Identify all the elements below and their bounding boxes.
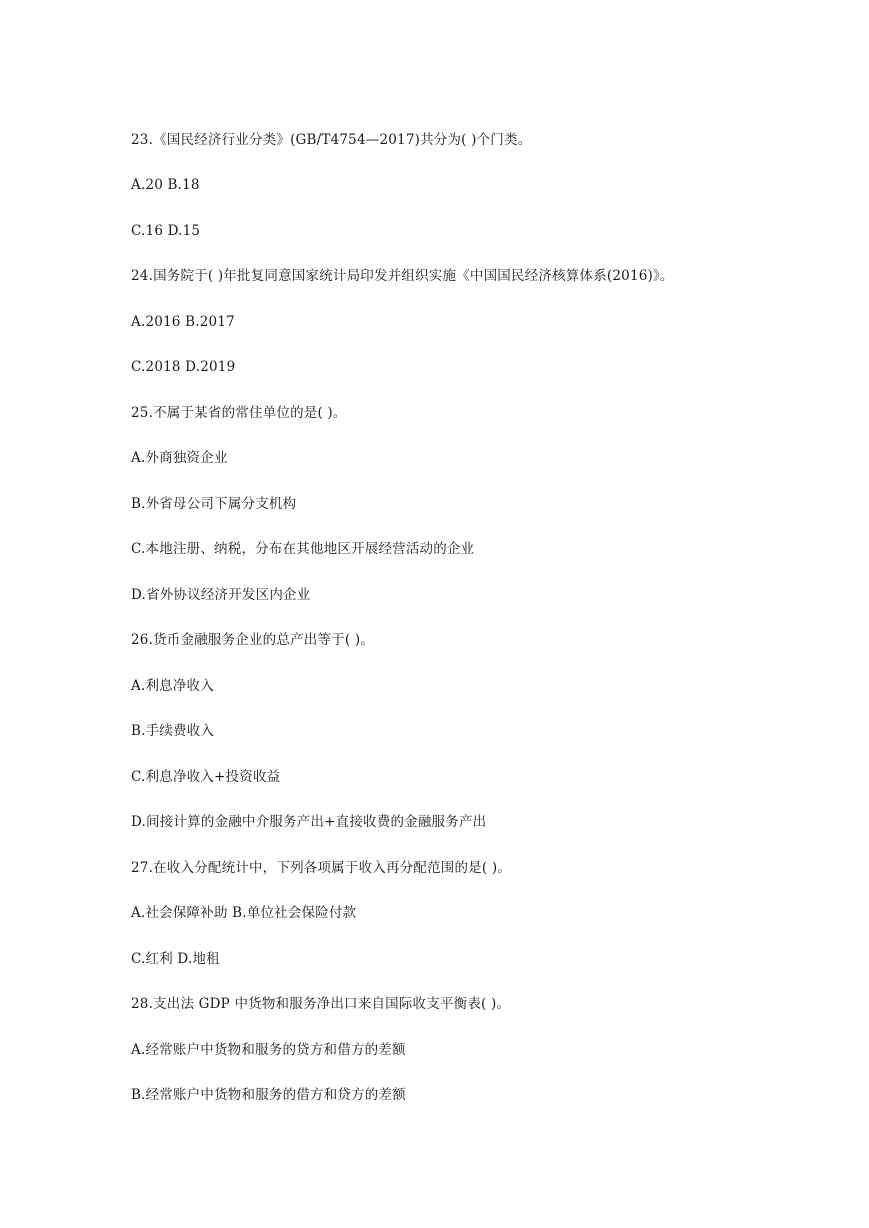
question-26-option-b: B.手续费收入 [131, 723, 215, 739]
question-24: 24.国务院于( )年批复同意国家统计局印发并组织实施《中国国民经济核算体系(2016)》。 [131, 268, 674, 284]
question-27-options-ab: A.社会保障补助 B.单位社会保险付款 [131, 905, 357, 921]
question-26-option-a: A.利息净收入 [131, 678, 214, 694]
question-25-option-b: B.外省母公司下属分支机构 [131, 496, 297, 512]
question-25-option-a: A.外商独资企业 [131, 450, 228, 466]
question-28-option-b: B.经常账户中货物和服务的借方和贷方的差额 [131, 1087, 406, 1103]
question-27: 27.在收入分配统计中，下列各项属于收入再分配范围的是( )。 [131, 860, 511, 876]
question-25-option-d: D.省外协议经济开发区内企业 [131, 587, 311, 603]
question-25: 25.不属于某省的常住单位的是( )。 [131, 405, 347, 421]
question-26-option-d: D.间接计算的金融中介服务产出+直接收费的金融服务产出 [131, 814, 487, 830]
question-23: 23.《国民经济行业分类》(GB/T4754—2017)共分为( )个门类。 [131, 132, 532, 148]
question-27-options-cd: C.红利 D.地租 [131, 951, 220, 967]
question-24-options-cd: C.2018 D.2019 [131, 359, 236, 375]
question-28-option-a: A.经常账户中货物和服务的贷方和借方的差额 [131, 1042, 406, 1058]
question-24-options-ab: A.2016 B.2017 [131, 314, 235, 330]
question-23-options-ab: A.20 B.18 [131, 177, 200, 193]
question-25-option-c: C.本地注册、纳税，分布在其他地区开展经营活动的企业 [131, 541, 475, 557]
question-23-options-cd: C.16 D.15 [131, 223, 201, 239]
question-26-option-c: C.利息净收入+投资收益 [131, 769, 281, 785]
question-26: 26.货币金融服务企业的总产出等于( )。 [131, 632, 374, 648]
question-28: 28.支出法 GDP 中货物和服务净出口来自国际收支平衡表( )。 [131, 996, 511, 1012]
